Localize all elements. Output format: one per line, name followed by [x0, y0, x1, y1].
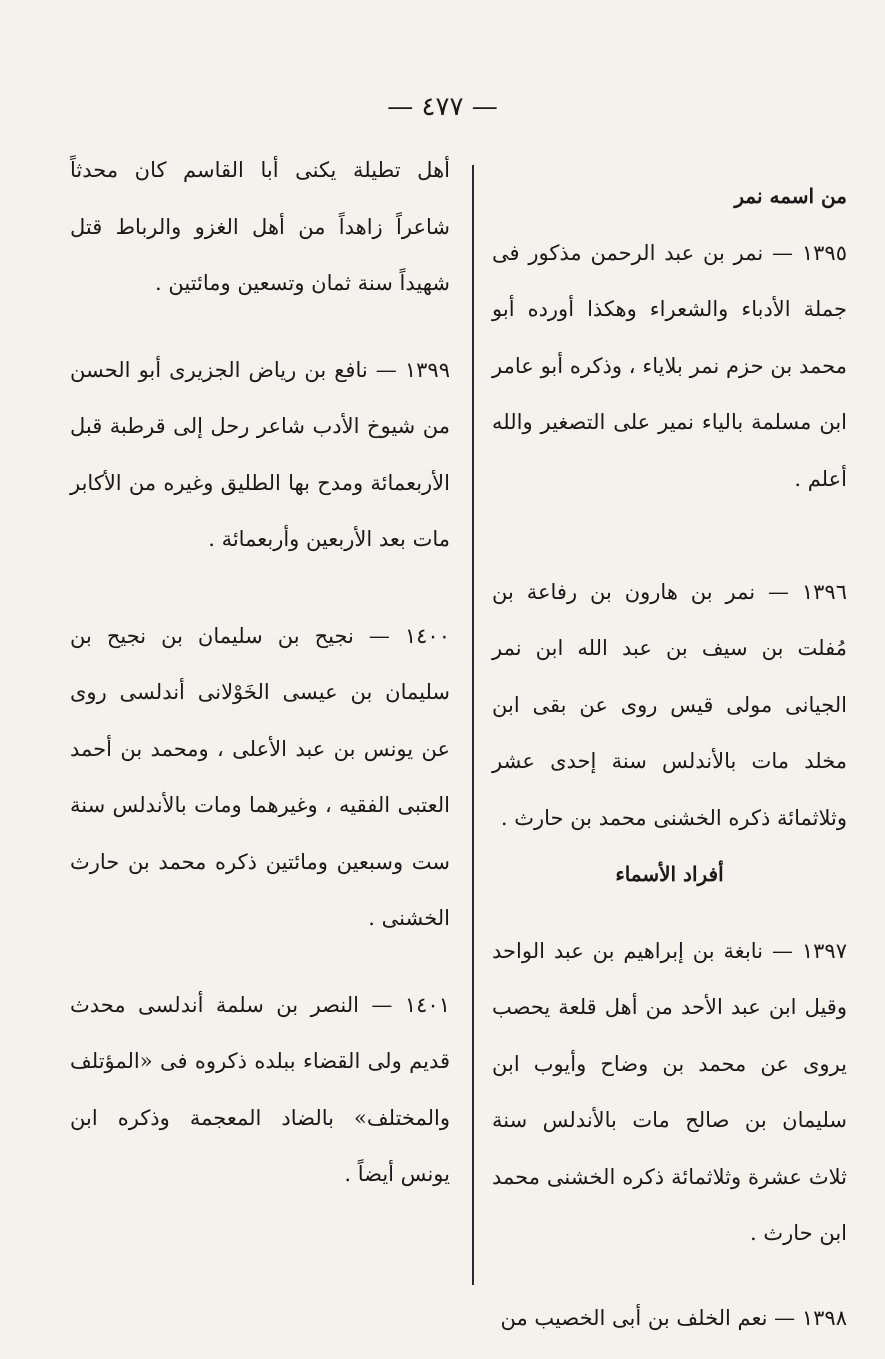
column-divider [472, 165, 474, 1285]
entry-1399: ١٣٩٩ — نافع بن رياض الجزيرى أبو الحسن من شيوخ الأدب شاعر رحل إلى قرطبة قبل الأربعمائة ومدح بها الطليق وغيره من الأكابر مات بعد الأربعين وأربعمائة . [70, 357, 450, 551]
spacer [492, 903, 847, 923]
spacer [492, 1262, 847, 1290]
entry-1398-continued: أهل تطيلة يكنى أبا القاسم كان محدثاً شاعراً زاهداً من أهل الغزو والرباط قتل شهيداً سنة ثمان وتسعين ومائتين . [70, 158, 450, 295]
spacer [492, 507, 847, 564]
spacer [70, 947, 450, 977]
entry-1401: ١٤٠١ — النصر بن سلمة أندلسى محدث قديم ولى القضاء ببلده ذكروه فى «المؤتلف والمختلف» بالضاد المعجمة وذكره ابن يونس أيضاً . [70, 992, 450, 1186]
entry-1396: ١٣٩٦ — نمر بن هارون بن رفاعة بن مُفلت بن سيف بن عبد الله ابن نمر الجيانى مولى قيس روى عن بقى ابن مخلد مات بالأندلس سنة إحدى عشر وثلاثمائة ذكره الخشنى محمد بن حارث . [492, 579, 847, 830]
section-heading-nimr: من اسمه نمر [734, 184, 847, 208]
page-number: — ٤٧٧ — [387, 92, 498, 122]
section-heading-unique-names: أفراد الأسماء [615, 862, 724, 886]
entry-1395: ١٣٩٥ — نمر بن عبد الرحمن مذكور فى جملة الأدباء والشعراء وهكذا أورده أبو محمد بن حزم نمر بلاياء ، وذكره أبو عامر ابن مسلمة بالياء نمير على التصغير والله أعلم . [492, 240, 847, 491]
right-column [492, 168, 847, 1346]
spacer [70, 568, 450, 608]
left-column [70, 142, 450, 1203]
entry-1400: ١٤٠٠ — نجيح بن سليمان بن نجيح بن سليمان بن عيسى الخَوْلانى أندلسى روى عن يونس بن عبد الأعلى ، ومحمد بن أحمد العتبى الفقيه ، وغيرهما ومات بالأندلس سنة ست وسبعين ومائتين ذكره محمد بن حارث الخشنى . [70, 623, 450, 930]
entry-1397: ١٣٩٧ — نابغة بن إبراهيم بن عبد الواحد وقيل ابن عبد الأحد من أهل قلعة يحصب يروى عن محمد بن وضاح وأيوب ابن سليمان بن صالح مات بالأندلس سنة ثلاث عشرة وثلاثمائة ذكره الخشنى محمد ابن حارث . [492, 938, 847, 1245]
entry-1398-start: ١٣٩٨ — نعم الخلف بن أبى الخصيب من [500, 1305, 847, 1330]
spacer [70, 312, 450, 342]
